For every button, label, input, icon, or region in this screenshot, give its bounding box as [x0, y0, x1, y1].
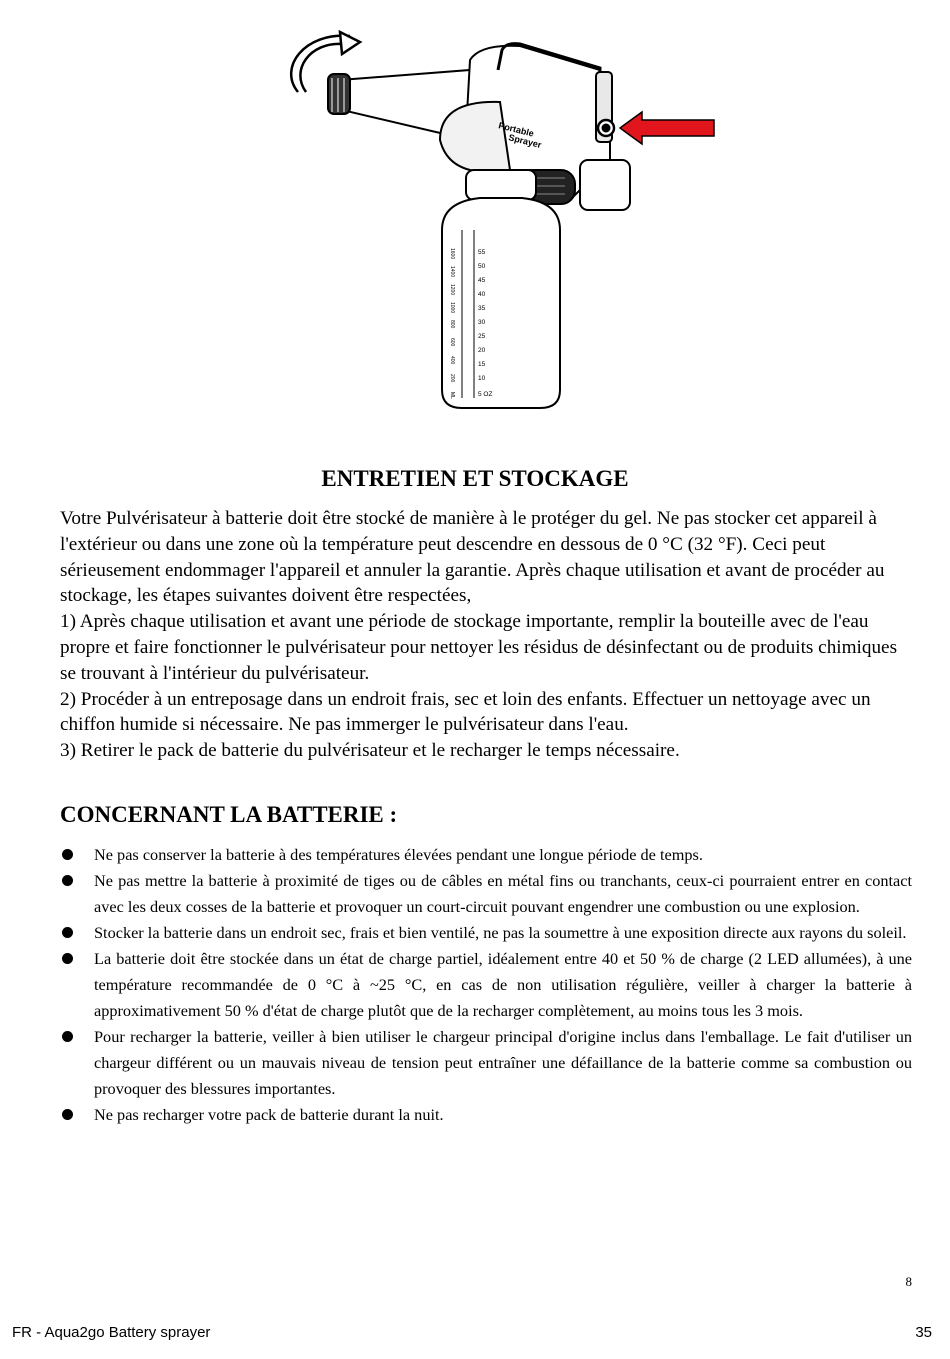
scale-ml-7: 200: [449, 374, 455, 383]
scale-oz-1: 50: [478, 263, 486, 270]
brand-line1: Portable: [497, 120, 535, 139]
bullet-icon: [62, 927, 73, 938]
list-item: [60, 1024, 912, 1102]
scale-ml-5: 600: [449, 338, 455, 347]
list-item: [60, 946, 912, 1024]
scale-ml-4: 800: [449, 320, 455, 329]
list-item-text: Stocker la batterie dans un endroit sec, frais et bien ventilé, ne pas la soumettre à une exposition directe aux rayons du soleil.: [94, 923, 907, 942]
bullet-icon: [62, 1031, 73, 1042]
page-number: 8: [905, 1274, 912, 1289]
scale-ml-0: 1600: [449, 248, 455, 260]
list-item: [60, 842, 912, 868]
section-title: ENTRETIEN ET STOCKAGE: [321, 466, 629, 491]
sprayer-illustration: [270, 30, 730, 415]
scale-oz-6: 25: [478, 333, 486, 340]
intro-paragraph: Votre Pulvérisateur à batterie doit être stocké de manière à le protéger du gel. Ne pas stocker cet appareil à l'extérieur ou dans une zone où la température peut descendre en dessous de 0 °C (32 °F). Ceci peut sérieusement endommager l'appareil et annuler la garantie. Après chaque utilisation et avant de procéder au stockage, les étapes suivantes doivent être respectées,: [60, 508, 885, 607]
scale-oz-7: 20: [478, 347, 486, 354]
bullet-icon: [62, 875, 73, 886]
scale-ml-8: ML: [449, 392, 455, 399]
step-2: 2) Procéder à un entreposage dans un endroit frais, sec et loin des enfants. Effectuer un nettoyage avec un chiffon humide si nécessaire. Ne pas immerger le pulvérisateur dans l'eau.: [60, 688, 871, 736]
step-3: 3) Retirer le pack de batterie du pulvérisateur et le recharger le temps nécessaire.: [60, 740, 680, 762]
bottle: [442, 170, 560, 408]
list-item-text: Ne pas mettre la batterie à proximité de tiges ou de câbles en métal fins ou tranchants, ceux-ci pourraient entrer en contact avec les deux cosses de la batterie et provoquer un court-circuit pouvant engendrer une combustion ou une explosion.: [94, 871, 912, 916]
bullet-icon: [62, 953, 73, 964]
list-item-text: Pour recharger la batterie, veiller à bien utiliser le chargeur principal d'origine inclus dans l'emballage. Le fait d'utiliser un chargeur différent ou un mauvais niveau de tension peut entraîner une défaillance de la batterie comme sa combustion ou provoquer des blessures importantes.: [94, 1027, 912, 1098]
list-item: [60, 868, 912, 920]
scale-oz-3: 40: [478, 291, 486, 298]
red-pointer-arrow-icon: [620, 112, 714, 144]
scale-ml-2: 1200: [449, 284, 455, 296]
list-item-text: Ne pas recharger votre pack de batterie durant la nuit.: [94, 1105, 444, 1124]
bullet-icon: [62, 1109, 73, 1120]
scale-ml-1: 1400: [449, 266, 455, 278]
scale-oz-0: 55: [478, 249, 486, 256]
list-item-text: La batterie doit être stockée dans un état de charge partiel, idéalement entre 40 et 50 % de charge (2 LED allumées), à une température recommandée de 0 °C à ~25 °C, en cas de non utilisation régulière, veiller à charger la batterie à approximativement 50 % d'état de charge plutôt que de la recharger complètement, au moins tous les 3 mois.: [94, 949, 912, 1020]
footer-page: 35: [915, 1324, 932, 1341]
scale-oz-8: 15: [478, 361, 486, 368]
step-1: 1) Après chaque utilisation et avant une période de stockage importante, remplir la bouteille avec de l'eau propre et faire fonctionner le pulvérisateur pour nettoyer les résidus de désinfectant ou de produits chimiques se trouvant à l'intérieur du pulvérisateur.: [60, 611, 898, 684]
maintenance-text: [60, 506, 910, 764]
bullet-icon: [62, 849, 73, 860]
scale-oz-2: 45: [478, 277, 486, 284]
footer-title: FR - Aqua2go Battery sprayer: [12, 1324, 211, 1341]
scale-ml-6: 400: [449, 356, 455, 365]
list-item: [60, 920, 912, 946]
list-item: [60, 1102, 912, 1128]
scale-oz-10: 5 OZ: [478, 391, 493, 398]
scale-ml-3: 1000: [449, 302, 455, 314]
scale-oz-5: 30: [478, 319, 486, 326]
battery-section-title: CONCERNANT LA BATTERIE :: [60, 802, 398, 827]
scale-oz-9: 10: [478, 375, 486, 382]
scale-oz-4: 35: [478, 305, 486, 312]
brand-line2: Sprayer: [507, 132, 543, 151]
list-item-text: Ne pas conserver la batterie à des températures élevées pendant une longue période de temps.: [94, 845, 703, 864]
battery-list: [60, 842, 912, 1128]
